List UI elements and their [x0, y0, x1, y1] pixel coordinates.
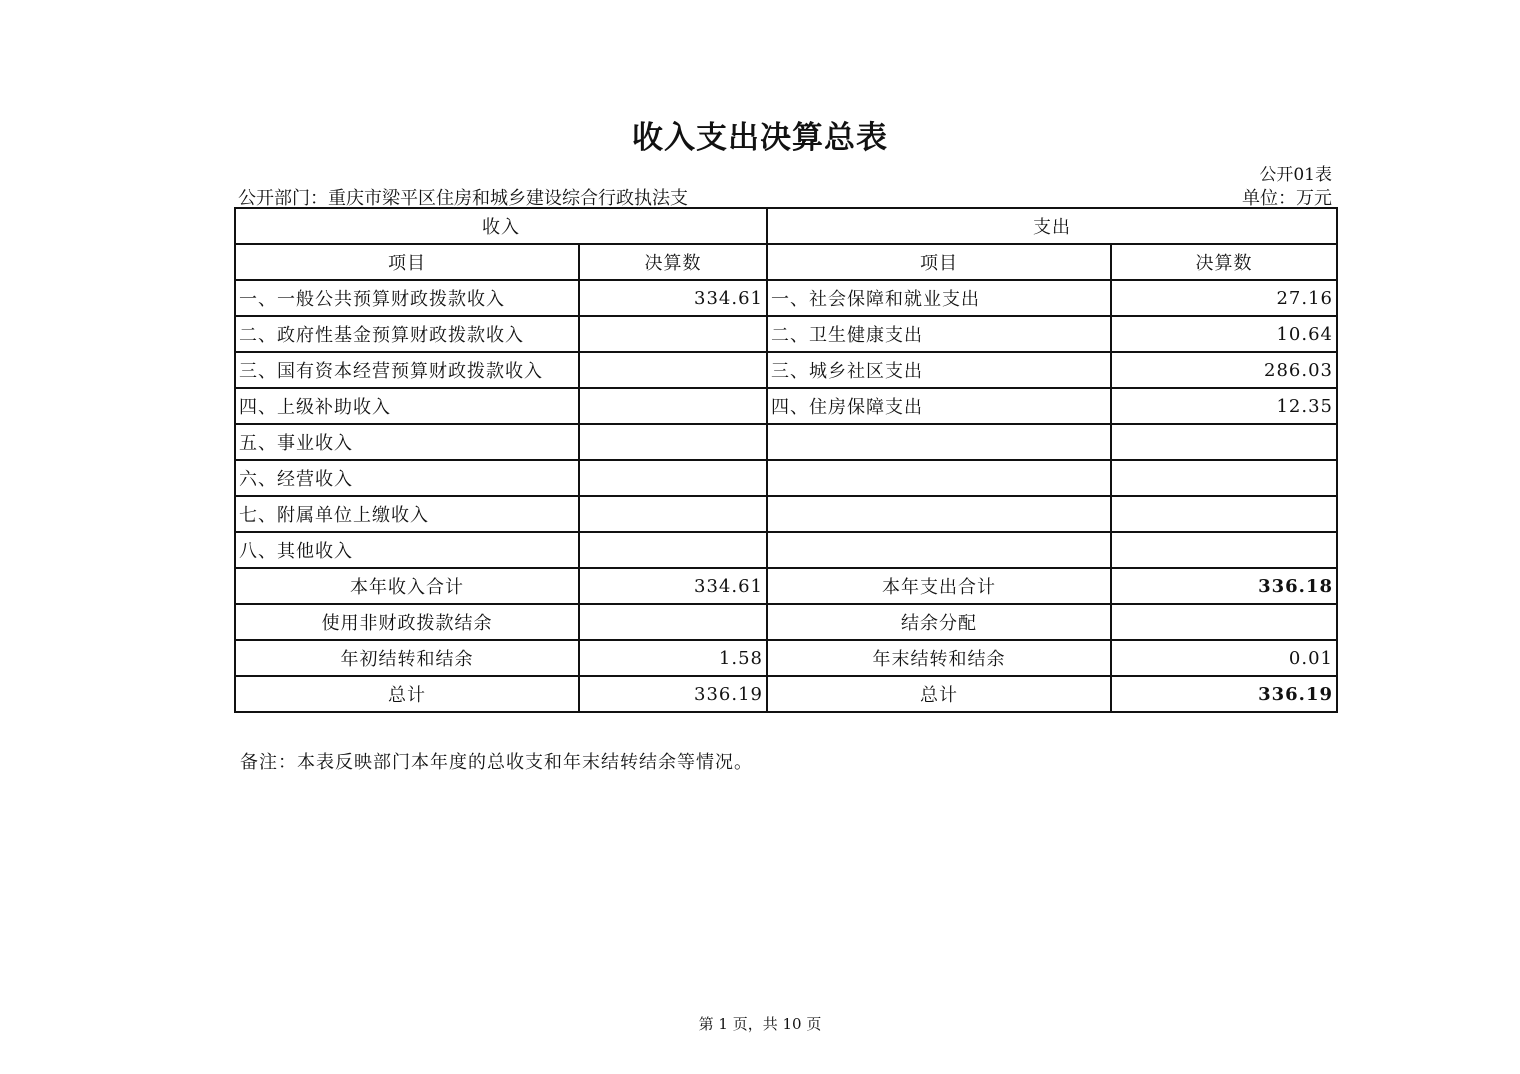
income-total-label: 本年收入合计 [235, 568, 579, 604]
expense-amount [1111, 532, 1337, 568]
expense-grand-total-amount: 336.19 [1111, 676, 1337, 712]
summary-row [235, 568, 1337, 604]
table-row [235, 352, 1337, 388]
table-row [235, 496, 1337, 532]
income-amount [579, 460, 767, 496]
expense-total-amount: 336.18 [1111, 568, 1337, 604]
expense-item [767, 460, 1111, 496]
income-grand-total-label: 总计 [235, 676, 579, 712]
income-amount-header: 决算数 [579, 244, 767, 280]
expense-item: 三、城乡社区支出 [767, 352, 1111, 388]
expense-total-label: 本年支出合计 [767, 568, 1111, 604]
table-row [235, 316, 1337, 352]
section-header-row [235, 208, 1337, 244]
non-fiscal-balance-label: 使用非财政拨款结余 [235, 604, 579, 640]
expense-item [767, 496, 1111, 532]
expense-amount: 27.16 [1111, 280, 1337, 316]
closing-balance-label: 年末结转和结余 [767, 640, 1111, 676]
expense-grand-total-label: 总计 [767, 676, 1111, 712]
page-footer: 第 1 页，共 10 页 [698, 1015, 822, 1033]
department-label: 公开部门：重庆市梁平区住房和城乡建设综合行政执法支 [238, 188, 688, 209]
income-item: 七、附属单位上缴收入 [235, 496, 579, 532]
table-row [235, 280, 1337, 316]
income-item: 六、经营收入 [235, 460, 579, 496]
expense-section-header: 支出 [767, 208, 1337, 244]
summary-row [235, 676, 1337, 712]
income-item: 三、国有资本经营预算财政拨款收入 [235, 352, 579, 388]
page-title: 收入支出决算总表 [632, 120, 888, 156]
income-amount [579, 424, 767, 460]
expense-item [767, 424, 1111, 460]
expense-amount-header: 决算数 [1111, 244, 1337, 280]
expense-item [767, 532, 1111, 568]
income-item: 八、其他收入 [235, 532, 579, 568]
expense-item-header: 项目 [767, 244, 1111, 280]
expense-amount: 10.64 [1111, 316, 1337, 352]
column-header-row [235, 244, 1337, 280]
table-row [235, 460, 1337, 496]
expense-item: 一、社会保障和就业支出 [767, 280, 1111, 316]
income-amount [579, 316, 767, 352]
expense-amount: 12.35 [1111, 388, 1337, 424]
table-code: 公开01表 [1259, 165, 1332, 185]
income-item-header: 项目 [235, 244, 579, 280]
table-row [235, 532, 1337, 568]
income-amount [579, 496, 767, 532]
income-grand-total-amount: 336.19 [579, 676, 767, 712]
summary-row [235, 604, 1337, 640]
income-total-amount: 334.61 [579, 568, 767, 604]
income-item: 四、上级补助收入 [235, 388, 579, 424]
income-expense-table [234, 207, 1338, 713]
income-item: 二、政府性基金预算财政拨款收入 [235, 316, 579, 352]
expense-amount [1111, 460, 1337, 496]
income-item: 一、一般公共预算财政拨款收入 [235, 280, 579, 316]
income-amount [579, 532, 767, 568]
expense-amount: 286.03 [1111, 352, 1337, 388]
opening-balance-amount: 1.58 [579, 640, 767, 676]
non-fiscal-balance-amount [579, 604, 767, 640]
expense-amount [1111, 424, 1337, 460]
table-note: 备注：本表反映部门本年度的总收支和年末结转结余等情况。 [240, 752, 753, 773]
summary-row [235, 640, 1337, 676]
expense-item: 四、住房保障支出 [767, 388, 1111, 424]
unit-label: 单位：万元 [1242, 188, 1332, 209]
closing-balance-amount: 0.01 [1111, 640, 1337, 676]
opening-balance-label: 年初结转和结余 [235, 640, 579, 676]
income-item: 五、事业收入 [235, 424, 579, 460]
table-row [235, 388, 1337, 424]
expense-amount [1111, 496, 1337, 532]
income-amount: 334.61 [579, 280, 767, 316]
balance-distribution-label: 结余分配 [767, 604, 1111, 640]
income-section-header: 收入 [235, 208, 767, 244]
table-row [235, 424, 1337, 460]
income-amount [579, 388, 767, 424]
expense-item: 二、卫生健康支出 [767, 316, 1111, 352]
income-amount [579, 352, 767, 388]
balance-distribution-amount [1111, 604, 1337, 640]
